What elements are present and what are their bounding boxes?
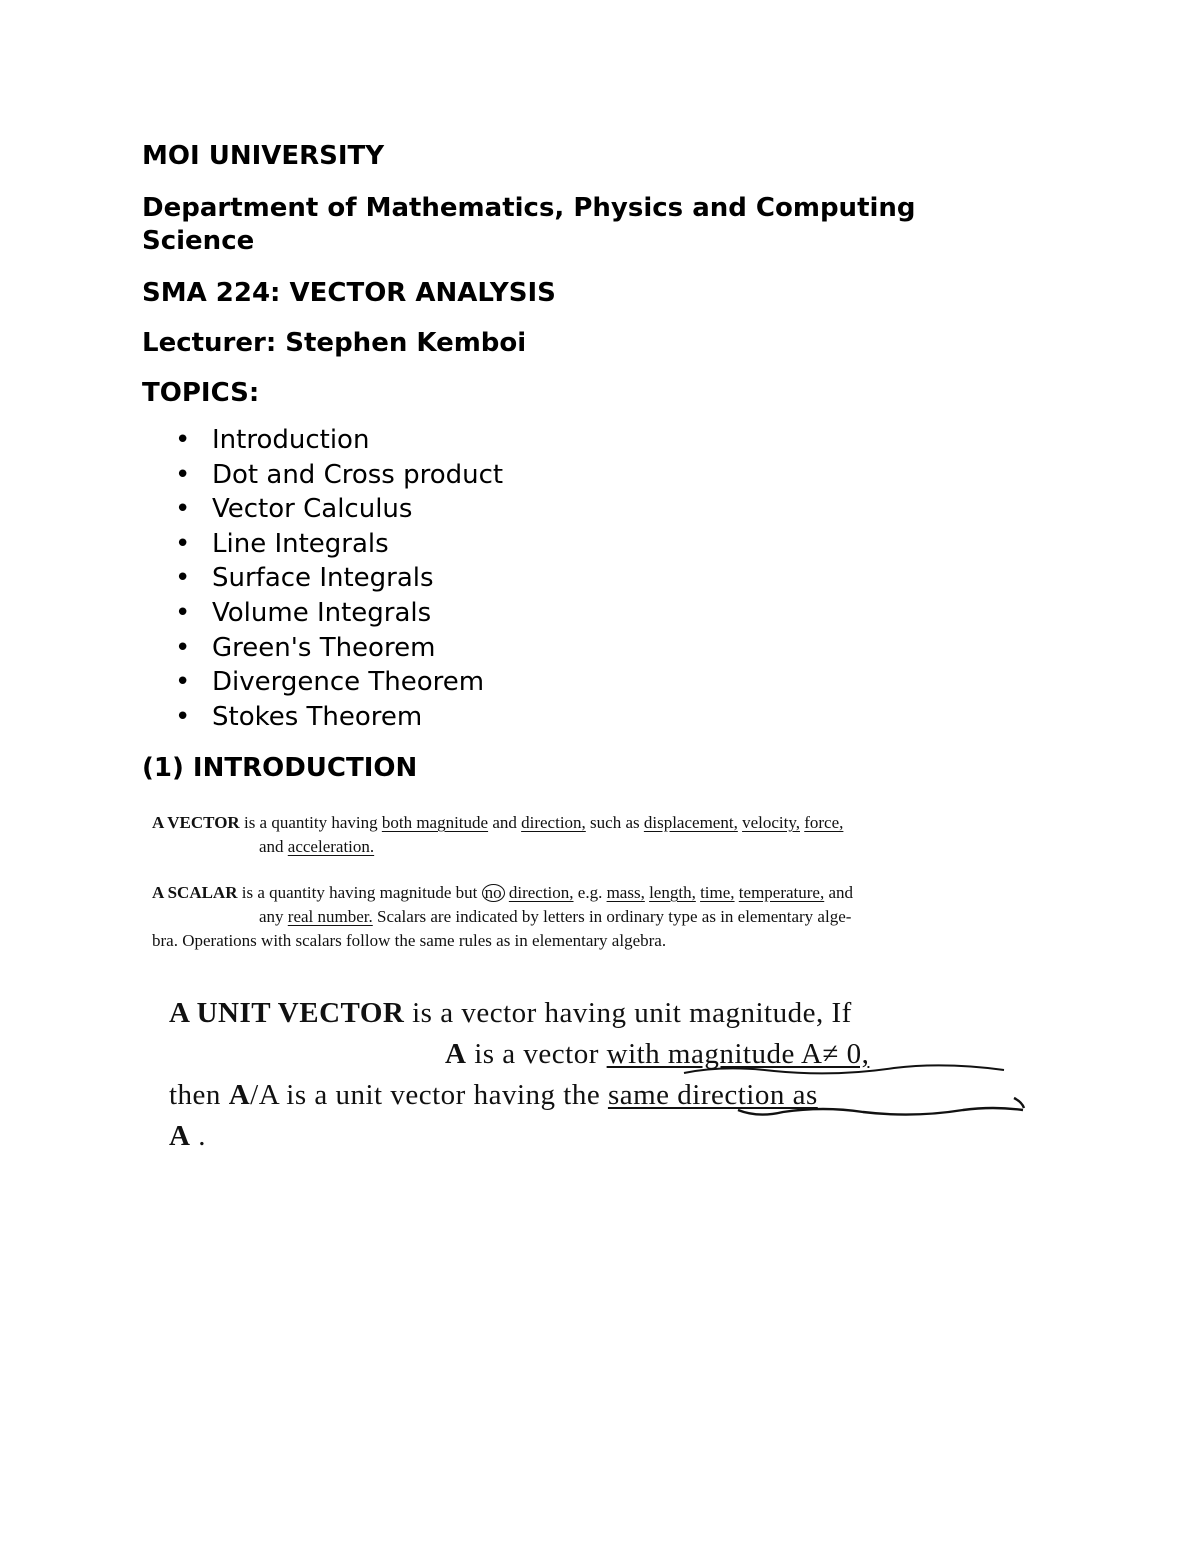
bullet-icon: • <box>175 667 191 698</box>
scalar-term: A SCALAR <box>152 883 238 902</box>
department-title: Department of Mathematics, Physics and Computing Science <box>142 193 916 256</box>
bullet-icon: • <box>175 632 191 663</box>
list-item: • Vector Calculus <box>142 492 503 527</box>
lecturer-line: Lecturer: Stephen Kemboi <box>142 328 527 358</box>
scalar-definition <box>152 881 1072 953</box>
vector-def-line-2: and acceleration. <box>259 837 375 856</box>
unit-def-line-1: A UNIT VECTOR is a vector having unit magnitude, If <box>169 997 852 1029</box>
bullet-icon: • <box>175 701 191 732</box>
vector-term: A VECTOR <box>152 813 240 832</box>
section-heading: (1) INTRODUCTION <box>142 753 418 783</box>
bullet-icon: • <box>175 459 191 490</box>
scalar-def-line-1: A SCALAR is a quantity having magnitude but no direction, e.g. mass, length, time, temperature, and <box>152 883 854 902</box>
list-item: • Line Integrals <box>142 527 503 562</box>
list-item: • Volume Integrals <box>142 596 503 631</box>
unit-def-line-2: A is a vector with magnitude A≠ 0, <box>445 1038 870 1070</box>
unit-def-line-4: A . <box>169 1120 206 1152</box>
list-item: • Surface Integrals <box>142 561 503 596</box>
bullet-icon: • <box>175 425 191 455</box>
list-item: • Introduction <box>142 423 503 458</box>
bullet-icon: • <box>175 494 191 525</box>
bullet-icon: • <box>175 528 191 559</box>
unit-def-line-3: then A/A is a unit vector having the same direction as <box>169 1079 818 1111</box>
scalar-def-line-3: bra. Operations with scalars follow the same rules as in elementary algebra. <box>152 931 667 950</box>
list-item: • Stokes Theorem <box>142 700 503 735</box>
vector-def-line-1: A VECTOR is a quantity having both magnitude and direction, such as displacement, velocity, force, <box>152 813 844 832</box>
bullet-icon: • <box>175 597 191 628</box>
unit-vector-term: A UNIT VECTOR <box>169 997 405 1029</box>
course-title: SMA 224: VECTOR ANALYSIS <box>142 278 556 308</box>
university-title: MOI UNIVERSITY <box>142 141 385 171</box>
topics-heading: TOPICS: <box>142 378 260 408</box>
scalar-def-line-2: any real number. Scalars are indicated by letters in ordinary type as in elementary alge- <box>259 907 852 926</box>
list-item: • Divergence Theorem <box>142 665 503 700</box>
topics-list <box>142 423 503 734</box>
list-item: • Green's Theorem <box>142 631 503 666</box>
unit-vector-definition <box>169 993 1049 1157</box>
bullet-icon: • <box>175 563 191 594</box>
circled-word: no <box>482 884 505 902</box>
vector-definition <box>152 811 1072 859</box>
list-item: • Dot and Cross product <box>142 458 503 493</box>
